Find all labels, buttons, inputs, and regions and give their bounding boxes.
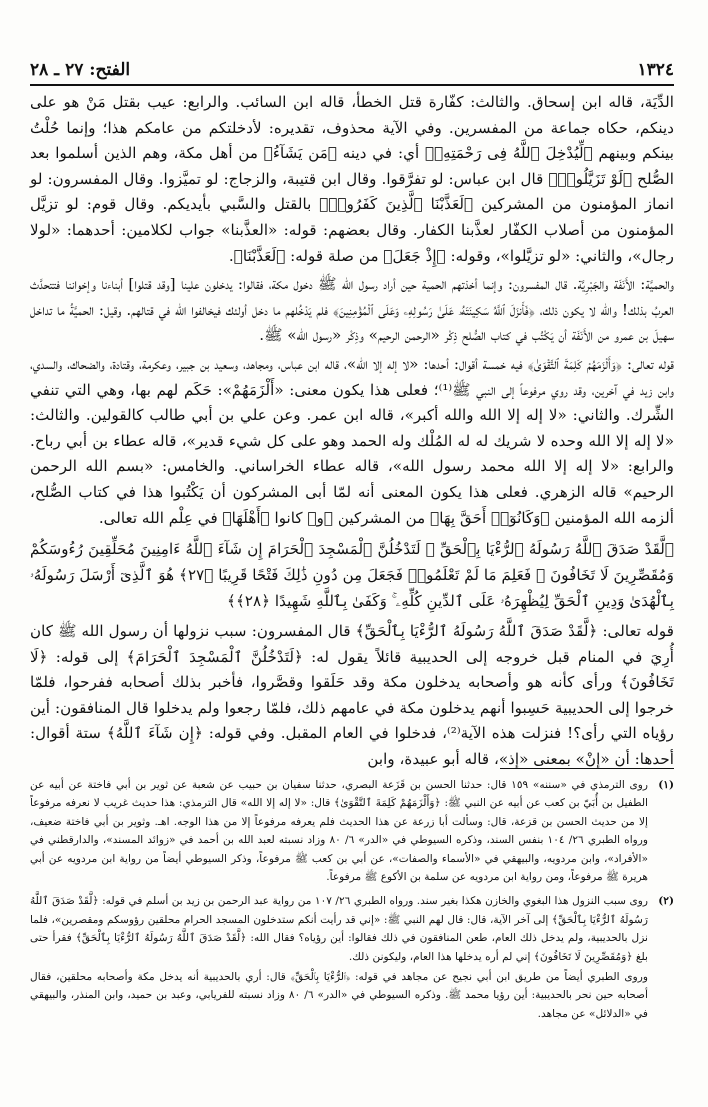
page-number: ١٣٢٤ (637, 60, 674, 80)
footnote-continuation: وروى الطبري أيضاً من طريق ابن أبي نجيح عن مجاهد في قوله: ﴿ٱلرُّءْيَا بِٱلْحَقِّ﴾ قال: أري بالحديبية أنه يدخل مكة وأصحابه محلقين، فقال أصحابه حين نحر بالحديبية: أين رؤيا محمد ﷺ. وذكره السيوطي في «الدر» ٦/ ٨٠ وزاد نسبته للفريابي، وعبد بن حميد، وابن المنذر، والبيهقي في «الدلائل» عن مجاهد. (30, 971, 648, 1020)
footnotes (30, 776, 674, 1023)
footnote-number: (٢) (658, 895, 674, 908)
paragraph: والحميَّة: الأَنَفَة والجَبْرِيَّة. قال المفسرون: وإنما أخذتهم الحمية حين أراد رسول الله ﷺ دخول مكة، فقالوا: يدخلون علينا [وقد قتلوا] أبناءنا وإخواننا فتتحدَّث العربُ بذلك! والله لا يكون ذلك، ﴿فَأَنزَلَ ٱللَّهُ سَكِينَتَهُۥ عَلَىٰ رَسُولِهِۦ وَعَلَى ٱلْمُؤْمِنِينَ﴾ فلم يَدْخُلهم ما دخل أولئك فيخالفوا الله في قتالهم. وقيل: الحميَّةُ ما تداخل سهيلَ بن عمرو من الأَنَفَة أن يَكْتُب في كتاب الصُّلح ذِكْر «الرحمن الرحيم» وذِكْر «رسول الله» ﷺ. (30, 275, 674, 345)
paragraph: الدِّيَة، قاله ابن إسحاق. والثالث: كفّارة قتل الخطأ، قاله ابن السائب. والرابع: عيب بقتل مَنْ هو على دينكم، حكاه جماعة من المفسرين. وفي الآية محذوف، تقديره: لأدخلتكم من عامكم هذا؛ وإنما حُلْتُ بينكم وبينهم ﴿لِّيُدْخِلَ ٱللَّهُ فِى رَحْمَتِهِۦ﴾ أي: في دينه ﴿مَن يَشَآءُ﴾ من أهل مكة، وهم الذين أسلموا بعد الصُّلح ﴿لَوْ تَزَيَّلُوا۟﴾ قال ابن عباس: لو تفرَّقوا. وقال ابن قتيبة، والزجاج: لو تميَّزوا. وقال المفسرون: لو انماز المؤمنون من المشركين ﴿لَعَذَّبْنَا ٱلَّذِينَ كَفَرُوا۟﴾ بالقتل والسَّبي بأيديكم. وقال قوم: لو تزيَّل المؤمنون من أصلاب الكفّار لعذَّبنا الكفار. وقال بعضهم: قوله: «العذَّبنا» جواب لكلامين: أحدهما: «لولا رجال»، والثاني: «لو تزيَّلوا»، وقوله: ﴿إِذْ جَعَلَ﴾ من صلة قوله: ﴿لَعَذَّبْنَا﴾. (30, 93, 674, 265)
quran-verse-block: ﴿لَّقَدْ صَدَقَ ٱللَّهُ رَسُولَهُ ٱلرُّءْيَا بِٱلْحَقِّ ۖ لَتَدْخُلُنَّ ٱلْمَسْجِدَ ٱلْحَرَامَ إِن شَآءَ ٱللَّهُ ءَامِنِينَ مُحَلِّقِينَ رُءُوسَكُمْ وَمُقَصِّرِينَ لَا تَخَافُونَ ۖ فَعَلِمَ مَا لَمْ تَعْلَمُوا۟ فَجَعَلَ مِن دُونِ ذَٰلِكَ فَتْحًا قَرِيبًا ﴿٢٧﴾ هُوَ ٱلَّذِىٓ أَرْسَلَ رَسُولَهُۥ بِٱلْهُدَىٰ وَدِينِ ٱلْحَقِّ لِيُظْهِرَهُۥ عَلَى ٱلدِّينِ كُلِّهِۦ ۚ وَكَفَىٰ بِٱللَّهِ شَهِيدًا ﴿٢٨﴾﴾ (30, 540, 674, 611)
paragraph: قوله تعالى: ﴿وَأَلْزَمَهُمْ كَلِمَةَ ٱلتَّقْوَىٰ﴾ فيه خمسة أقوال: أحدها: «لا إله إلا الله»، قاله ابن عباس، ومجاهد، وسعيد بن جبير، وعكرمة، وقتادة، والضحاك، والسدي، وابن زيد في آخرين، وقد روي مرفوعاً إلى النبي ﷺ⁽¹⁾؛ فعلى هذا يكون معنى: «أَلْزَمَهُمْ»: حَكَم لهم بها، وهي التي تنفي الشِّرك. والثاني: «لا إله إلا الله والله أكبر»، قاله ابن عمر. وعن علي بن أبي طالب كالقولين. والثالث: «لا إله إلا الله وحده لا شريك له له المُلْك وله الحمد وهو على كل شيء قدير»، قاله عطاء بن أبي رباح. والرابع: «لا إله إلا الله محمد رسول الله»، قاله عطاء الخراساني. والخامس: «بسم الله الرحمن الرحيم» قاله الزهري. فعلى هذا يكون المعنى أنه لمّا أبى المشركون أن يَكْتُبوا هذا في كتاب الصُّلح، ألزمه الله المؤمنين ﴿وَكَانُوٓا۟ أَحَقَّ بِهَا﴾ من المشركين ﴿و﴾ كانوا ﴿أَهْلَهَا﴾ في عِلْم الله تعالى. (30, 354, 675, 527)
footnote (30, 776, 674, 886)
footnote-text: روى سبب النزول هذا البغوي والخازن هكذا بغير سند. ورواه الطبري ٢٦/ ١٠٧ من رواية عبد الرحمن بن زيد بن أسلم في قوله: ﴿لَّقَدْ صَدَقَ ٱللَّهُ رَسُولَهُ ٱلرُّءْيَا بِٱلْحَقِّ﴾ إلى آخر الآية، قال: قال لهم النبي ﷺ: «إني قد رأيت أنكم ستدخلون المسجد الحرام محلقين رؤوسكم ومقصرين»، فلما نزل بالحديبية، ولم يدخل ذلك العام، طعن المنافقون في ذلك فقالوا: أين رؤياه؟ فقال الله: ﴿لَّقَدْ صَدَقَ ٱللَّهُ رَسُولَهُ ٱلرُّءْيَا بِٱلْحَقِّ﴾ فقرأ حتى بلغ ﴿وَمُقَصِّرِينَ لَا تَخَافُونَ﴾ إني لم أره يدخلها هذا العام، وليكونن ذلك. (30, 895, 649, 963)
surah-reference: الفتح: ٢٧ ـ ٢٨ (30, 60, 131, 80)
footnote (30, 892, 674, 966)
footnote-text: روى الترمذي في «سننه» ١٥٩ قال: حدثنا الحسن بن قَزَعة البصري، حدثنا سفيان بن حبيب عن شعبة عن ثوير بن أبي فاختة عن أبيه عن الطفيل بن أُبَيّ بن كعب عن أبيه عن النبي ﷺ: ﴿وَأَلْزَمَهُمْ كَلِمَةَ ٱلتَّقْوَىٰ﴾ قال: «لا إله إلا الله» قال الترمذي: هذا حديث غريب لا نعرفه مرفوعاً إلا من حديث الحسن بن قزعة، قال: وسألت أبا زرعة عن هذا الحديث فلم يعرفه مرفوعاً إلا من هذا الوجه. اهـ. وثوير بن أبي فاختة ضعيف، ورواه الطبري ٢٦/ ١٠٤ بنفس السند، وذكره السيوطي في «الدر» ٦/ ٨٠ وزاد نسبته لعبد الله بن أحمد في «زوائد المسند»، والدارقطني في «الأفراد»، وابن مردويه، والبيهقي في «الأسماء والصفات»، عن أبي بن كعب ﷺ مرفوعاً، وذكر السيوطي أيضاً من رواية ابن مردويه عن أبي هريرة ﷺ مرفوعاً، ومن رواية ابن مردويه عن سلمة بن الأكوع ﷺ مرفوعاً. (30, 779, 648, 884)
main-text (30, 90, 674, 773)
footnote-number: (١) (658, 779, 674, 791)
page-header (30, 54, 674, 86)
paragraph: قوله تعالى: ﴿لَّقَدْ صَدَقَ ٱللَّهُ رَسُولَهُ ٱلرُّءْيَا بِٱلْحَقِّ﴾ قال المفسرون: سبب نزولها أن رسول الله ﷺ كان أُرِيَ في المنام قبل خروجه إلى الحديبية قائلاً يقول له: ﴿لَتَدْخُلُنَّ ٱلْمَسْجِدَ ٱلْحَرَامَ﴾ إلى قوله: ﴿لَا تَخَافُونَ﴾ ورأى كأنه هو وأصحابه يدخلون مكة وقد حَلَقوا وقصَّروا، فأخبر بذلك أصحابه ففرحوا، فلمّا خرجوا إلى الحديبية حَسِبوا أنهم يدخلون مكة في عامهم ذلك، فلمّا رجعوا ولم يدخلوا قال المنافقون: أين رؤياه التي رأى؟! فنزلت هذه الآية⁽²⁾، فدخلوا في العام المقبل. وفي قوله: ﴿إِن شَآءَ ٱللَّهُ﴾ ستة أقوال: أحدها: أن «إنْ» بمعنى «إذ»، قاله أبو عبيدة، وابن (30, 622, 674, 769)
footnote-divider (500, 768, 674, 769)
